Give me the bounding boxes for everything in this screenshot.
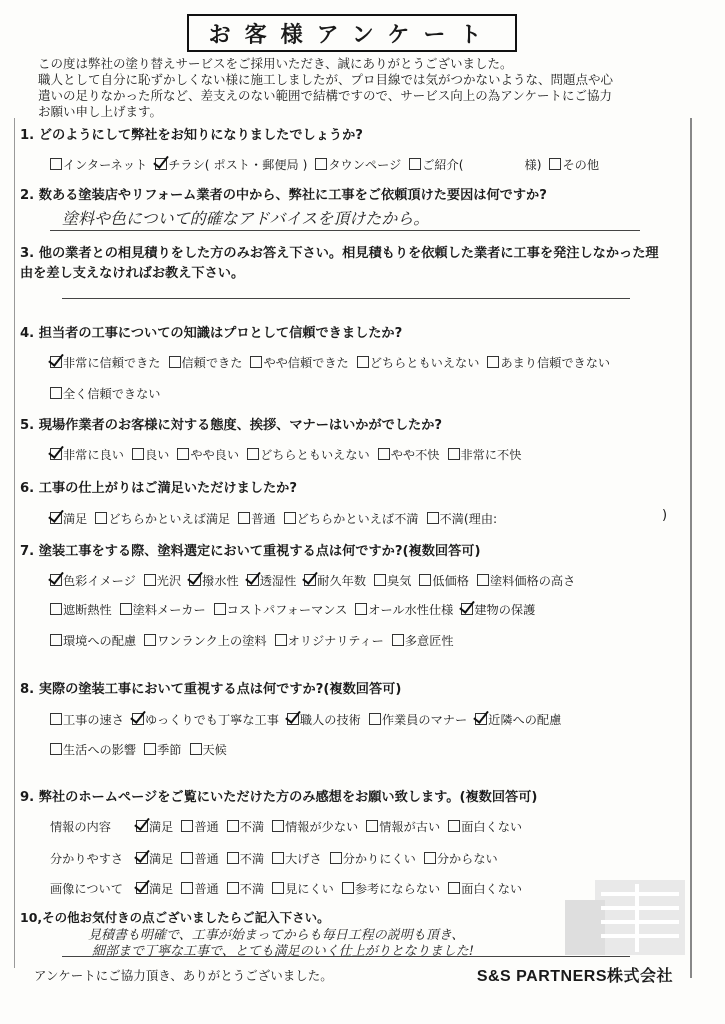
- option-label: 生活への影響: [63, 743, 137, 757]
- checkbox-option[interactable]: [448, 818, 522, 835]
- checkbox-option[interactable]: [181, 880, 218, 897]
- footer-thanks: アンケートにご協力頂き、ありがとうございました。: [34, 968, 333, 983]
- checked-box-icon[interactable]: [132, 713, 144, 725]
- checkbox-option[interactable]: [189, 572, 239, 589]
- option-label: 満足: [149, 882, 174, 896]
- checked-box-icon[interactable]: [136, 852, 148, 864]
- option-label: 季節: [157, 743, 182, 757]
- q8-options-row2: [50, 741, 235, 758]
- option-label: 満足: [149, 852, 174, 866]
- option-label: 耐久年数: [317, 574, 367, 588]
- checkbox-option[interactable]: [50, 572, 136, 589]
- checkbox-icon[interactable]: [477, 574, 489, 586]
- q9-row-clarity: [50, 850, 506, 867]
- question-10: 10,その他お気付きの点ございましたらご記入下さい。: [20, 910, 330, 925]
- frame-left-border: [14, 118, 15, 968]
- checkbox-icon[interactable]: [272, 820, 284, 832]
- option-label: 多意匠性: [404, 634, 454, 648]
- option-label: コストパフォーマンス: [226, 603, 348, 617]
- checkbox-option[interactable]: [272, 880, 334, 897]
- checkbox-icon[interactable]: [214, 603, 226, 615]
- option-label: 透湿性: [259, 574, 297, 588]
- option-label: 普通: [194, 882, 219, 896]
- option-label: 面白くない: [461, 882, 523, 896]
- option-label: ワンランク上の塗料: [157, 634, 267, 648]
- option-label: 工事の速さ: [63, 713, 124, 727]
- checkbox-icon[interactable]: [132, 448, 144, 460]
- checkbox-icon[interactable]: [448, 448, 460, 460]
- checkbox-option[interactable]: [342, 880, 440, 897]
- checkbox-icon[interactable]: [247, 448, 259, 460]
- answer-line: [50, 230, 640, 231]
- checkbox-icon[interactable]: [424, 852, 436, 864]
- option-label: 作業員のマナー: [381, 713, 468, 727]
- checkbox-option[interactable]: [227, 850, 264, 867]
- checkbox-icon[interactable]: [272, 882, 284, 894]
- checkbox-option[interactable]: [357, 354, 480, 371]
- checkbox-option[interactable]: [427, 510, 498, 527]
- checked-box-icon[interactable]: [304, 574, 316, 586]
- checkbox-icon[interactable]: [427, 512, 439, 524]
- option-label: どちらともいえない: [369, 356, 480, 370]
- checkbox-option[interactable]: [284, 510, 419, 527]
- option-label: 信頼できた: [181, 356, 243, 370]
- checkbox-icon[interactable]: [238, 512, 250, 524]
- frame-right-border: [690, 118, 692, 978]
- q9-row-images: [50, 880, 530, 897]
- q4-options-row2: [50, 385, 169, 402]
- checkbox-icon[interactable]: [419, 574, 431, 586]
- option-label: その他: [562, 158, 600, 172]
- checkbox-icon[interactable]: [50, 603, 62, 615]
- option-label: 分からない: [436, 852, 498, 866]
- checkbox-option[interactable]: [287, 711, 361, 728]
- checkbox-option[interactable]: [487, 354, 610, 371]
- checkbox-icon[interactable]: [355, 603, 367, 615]
- checkbox-icon[interactable]: [357, 356, 369, 368]
- option-label: 非常に不快: [460, 448, 522, 462]
- q1-options: [50, 156, 607, 173]
- option-label: 普通: [251, 512, 276, 526]
- q9-row-label: 画像について: [50, 882, 123, 896]
- checkbox-option[interactable]: [132, 711, 279, 728]
- intro-line: 職人として自分に恥ずかしくない様に施工しましたが、プロ目線では気がつかないような、問題点や心: [38, 72, 614, 87]
- option-label: 普通: [194, 852, 219, 866]
- intro-line: この度は弊社の塗り替えサービスをご採用いただき、誠にありがとうございました。: [38, 56, 513, 71]
- checkbox-icon[interactable]: [448, 882, 460, 894]
- checkbox-option[interactable]: [136, 818, 173, 835]
- checkbox-option[interactable]: [136, 850, 173, 867]
- checked-box-icon[interactable]: [155, 158, 167, 170]
- option-label: 見にくい: [285, 882, 334, 896]
- company-logo: S&S PARTNERS株式会社: [476, 968, 673, 985]
- checkbox-option[interactable]: [247, 446, 370, 463]
- checkbox-icon[interactable]: [50, 158, 62, 170]
- checkbox-icon[interactable]: [50, 743, 62, 755]
- checked-box-icon[interactable]: [461, 603, 473, 615]
- intro-line: お願い申し上げます。: [38, 104, 163, 119]
- checkbox-option[interactable]: [250, 354, 348, 371]
- answer-line: [62, 298, 630, 299]
- q7-options-row1: [50, 572, 583, 589]
- checkbox-icon[interactable]: [50, 713, 62, 725]
- checkbox-option[interactable]: [190, 741, 227, 758]
- q9-row-label: 分かりやすさ: [50, 852, 124, 866]
- checkbox-option[interactable]: [50, 741, 136, 758]
- q7-options-row2: [50, 601, 543, 618]
- checkbox-option[interactable]: [419, 572, 469, 589]
- question-1: 1. どのようにして弊社をお知りになりましたでしょうか?: [20, 128, 363, 143]
- option-label: 普通: [194, 820, 219, 834]
- option-label: 参考にならない: [354, 882, 441, 896]
- checkbox-option[interactable]: [272, 850, 322, 867]
- checkbox-icon[interactable]: [487, 356, 499, 368]
- option-label: どちらともいえない: [260, 448, 370, 462]
- checkbox-icon[interactable]: [272, 852, 284, 864]
- checkbox-option[interactable]: [50, 711, 124, 728]
- option-label: 不満: [239, 820, 265, 834]
- checkbox-option[interactable]: [50, 385, 161, 402]
- checkbox-icon[interactable]: [315, 158, 327, 170]
- checked-box-icon[interactable]: [50, 448, 62, 460]
- checkbox-icon[interactable]: [227, 852, 239, 864]
- option-label: 面白くない: [461, 820, 523, 834]
- checked-box-icon[interactable]: [189, 574, 201, 586]
- checkbox-option[interactable]: [144, 632, 266, 649]
- q8-options-row1: [50, 711, 569, 728]
- option-label: 臭気: [387, 574, 412, 588]
- checked-box-icon[interactable]: [50, 512, 62, 524]
- checkbox-icon[interactable]: [181, 852, 193, 864]
- option-label: オリジナリティー: [287, 634, 384, 648]
- checkbox-icon[interactable]: [549, 158, 561, 170]
- option-label: 大げさ: [285, 852, 322, 866]
- option-label: 情報が少ない: [285, 820, 359, 834]
- option-label: 不満: [239, 852, 265, 866]
- checkbox-icon[interactable]: [190, 743, 202, 755]
- checkbox-option[interactable]: [448, 880, 522, 897]
- option-label: 情報が古い: [379, 820, 441, 834]
- q2-handwritten-answer: 塗料や色について的確なアドバイスを頂けたから。: [62, 209, 430, 228]
- checkbox-icon[interactable]: [275, 634, 287, 646]
- checkbox-icon[interactable]: [409, 158, 421, 170]
- checkbox-icon[interactable]: [378, 448, 390, 460]
- option-label: 非常に信頼できた: [63, 356, 161, 370]
- option-label: やや不快: [390, 448, 440, 462]
- checkbox-icon[interactable]: [144, 574, 156, 586]
- checkbox-icon[interactable]: [366, 820, 378, 832]
- option-label: ゆっくりでも丁寧な工事: [144, 713, 279, 727]
- option-label: 全く信頼できない: [63, 387, 161, 401]
- checkbox-option[interactable]: [461, 601, 535, 618]
- checkbox-icon[interactable]: [50, 634, 62, 646]
- checkbox-option[interactable]: [169, 354, 243, 371]
- checkbox-option[interactable]: [181, 850, 218, 867]
- checkbox-option[interactable]: [50, 156, 147, 173]
- checkbox-icon[interactable]: [374, 574, 386, 586]
- checkbox-option[interactable]: [366, 818, 440, 835]
- checkbox-option[interactable]: [50, 354, 161, 371]
- checkbox-option[interactable]: [132, 446, 169, 463]
- checkbox-option[interactable]: [227, 818, 264, 835]
- q10-handwritten-line2: 細部まで丁寧な工事で、とても満足のいく仕上がりとなりました!: [92, 944, 474, 959]
- checkbox-option[interactable]: [272, 818, 358, 835]
- checkbox-option[interactable]: [374, 572, 411, 589]
- option-label: どちらかといえば満足: [108, 512, 231, 526]
- option-label: 不満(理由:: [439, 512, 498, 526]
- option-label: あまり信頼できない: [500, 356, 611, 370]
- checkbox-option[interactable]: [95, 510, 230, 527]
- checkbox-option[interactable]: [549, 156, 599, 173]
- q5-options: [50, 446, 529, 463]
- question-9: 9. 弊社のホームページをご覧にいただけた方のみ感想をお願い致します。(複数回答可): [20, 790, 538, 805]
- q10-handwritten-line1: 見積書も明確で、工事が始まってからも毎日工程の説明も頂き、: [88, 928, 465, 943]
- checkbox-option[interactable]: [409, 156, 541, 173]
- question-2: 2. 数ある塗装店やリフォーム業者の中から、弊社に工事をご依頼頂けた要因は何ですか?: [20, 188, 547, 203]
- q6-options: [50, 510, 505, 527]
- checked-box-icon[interactable]: [136, 820, 148, 832]
- checkbox-option[interactable]: [378, 446, 440, 463]
- checkbox-icon[interactable]: [342, 882, 354, 894]
- question-6: 6. 工事の仕上がりはご満足いただけましたか?: [20, 481, 297, 496]
- option-label: 光沢: [156, 574, 182, 588]
- checkbox-option[interactable]: [50, 632, 136, 649]
- checkbox-icon[interactable]: [169, 356, 181, 368]
- option-label: 撥水性: [202, 574, 239, 588]
- checkbox-option[interactable]: [120, 601, 206, 618]
- option-label: インターネット: [63, 158, 148, 172]
- survey-title: お客様アンケート: [187, 14, 517, 52]
- question-4: 4. 担当者の工事についての知識はプロとして信頼できましたか?: [20, 326, 403, 341]
- building-logo-graphic: [535, 880, 685, 955]
- option-label: タウンページ: [328, 158, 402, 172]
- checkbox-option[interactable]: [275, 632, 384, 649]
- question-8: 8. 実際の塗装工事において重視する点は何ですか?(複数回答可): [20, 682, 402, 697]
- checkbox-option[interactable]: [304, 572, 366, 589]
- checkbox-option[interactable]: [50, 446, 124, 463]
- q7-options-row3: [50, 632, 462, 649]
- checkbox-option[interactable]: [330, 850, 416, 867]
- q9-row-label: 情報の内容: [50, 820, 111, 834]
- option-label: やや良い: [190, 448, 240, 462]
- q4-options-row1: [50, 354, 618, 371]
- option-label: オール水性仕様: [368, 603, 454, 617]
- checkbox-option[interactable]: [355, 601, 453, 618]
- option-label: 不満: [239, 882, 265, 896]
- q9-row-info: [50, 818, 530, 835]
- checkbox-option[interactable]: [475, 711, 561, 728]
- checkbox-option[interactable]: [155, 156, 307, 173]
- option-label: 職人の技術: [299, 713, 361, 727]
- checkbox-option[interactable]: [238, 510, 275, 527]
- option-label: 分かりにくい: [342, 852, 416, 866]
- checkbox-option[interactable]: [181, 818, 218, 835]
- checkbox-option[interactable]: [369, 711, 467, 728]
- checkbox-icon[interactable]: [144, 743, 156, 755]
- question-3-line2: 由を差し支えなければお教え下さい。: [20, 266, 245, 281]
- question-3-line1: 3. 他の業者との相見積りをした方のみお答え下さい。相見積もりを依頼した業者に工事を発注しなかった理: [20, 246, 659, 261]
- checkbox-option[interactable]: [144, 572, 181, 589]
- checkbox-option[interactable]: [136, 880, 173, 897]
- checkbox-option[interactable]: [392, 632, 454, 649]
- checkbox-option[interactable]: [227, 880, 264, 897]
- question-7: 7. 塗装工事をする際、塗料選定において重視する点は何ですか?(複数回答可): [20, 544, 481, 559]
- option-label: どちらかといえば不満: [296, 512, 419, 526]
- option-label: 塗料メーカー: [132, 603, 206, 617]
- checked-box-icon[interactable]: [287, 713, 299, 725]
- checkbox-option[interactable]: [50, 510, 87, 527]
- checkbox-option[interactable]: [477, 572, 575, 589]
- answer-line: [62, 956, 630, 957]
- checkbox-icon[interactable]: [227, 820, 239, 832]
- option-label: 非常に良い: [63, 448, 124, 462]
- checkbox-icon[interactable]: [120, 603, 132, 615]
- checkbox-icon[interactable]: [284, 512, 296, 524]
- checkbox-icon[interactable]: [227, 882, 239, 894]
- checkbox-icon[interactable]: [144, 634, 156, 646]
- option-label: ご紹介( 様): [422, 158, 542, 172]
- checkbox-icon[interactable]: [177, 448, 189, 460]
- option-label: 塗料価格の高さ: [489, 574, 576, 588]
- checked-box-icon[interactable]: [50, 356, 62, 368]
- checkbox-icon[interactable]: [250, 356, 262, 368]
- checkbox-icon[interactable]: [330, 852, 342, 864]
- checkbox-option[interactable]: [50, 601, 112, 618]
- checked-box-icon[interactable]: [136, 882, 148, 894]
- checkbox-option[interactable]: [214, 601, 348, 618]
- checkbox-option[interactable]: [424, 850, 498, 867]
- checkbox-option[interactable]: [144, 741, 181, 758]
- checkbox-option[interactable]: [448, 446, 522, 463]
- checkbox-icon[interactable]: [181, 882, 193, 894]
- checkbox-option[interactable]: [247, 572, 297, 589]
- option-label: 近隣への配慮: [488, 713, 562, 727]
- option-label: 遮断熱性: [63, 603, 112, 617]
- checkbox-option[interactable]: [315, 156, 401, 173]
- checkbox-icon[interactable]: [50, 387, 62, 399]
- option-label: 建物の保護: [474, 603, 536, 617]
- checkbox-icon[interactable]: [181, 820, 193, 832]
- checked-box-icon[interactable]: [50, 574, 62, 586]
- checked-box-icon[interactable]: [247, 574, 259, 586]
- option-label: 良い: [144, 448, 170, 462]
- checked-box-icon[interactable]: [475, 713, 487, 725]
- question-5: 5. 現場作業者のお客様に対する態度、挨拶、マナーはいかがでしたか?: [20, 418, 443, 433]
- q6-close-paren: ): [662, 508, 668, 523]
- option-label: 低価格: [432, 574, 469, 588]
- option-label: チラシ( ポスト・郵便局 ): [168, 158, 308, 172]
- option-label: 満足: [63, 512, 88, 526]
- checkbox-icon[interactable]: [448, 820, 460, 832]
- checkbox-icon[interactable]: [95, 512, 107, 524]
- option-label: 満足: [149, 820, 174, 834]
- checkbox-icon[interactable]: [369, 713, 381, 725]
- intro-line: 遣いの足りなかった所など、差支えのない範囲で結構ですので、サービス向上の為アンケートにご協力: [38, 88, 613, 103]
- option-label: やや信頼できた: [263, 356, 349, 370]
- checkbox-option[interactable]: [177, 446, 239, 463]
- checkbox-icon[interactable]: [392, 634, 404, 646]
- option-label: 色彩イメージ: [63, 574, 136, 588]
- option-label: 天候: [202, 743, 227, 757]
- option-label: 環境への配慮: [63, 634, 137, 648]
